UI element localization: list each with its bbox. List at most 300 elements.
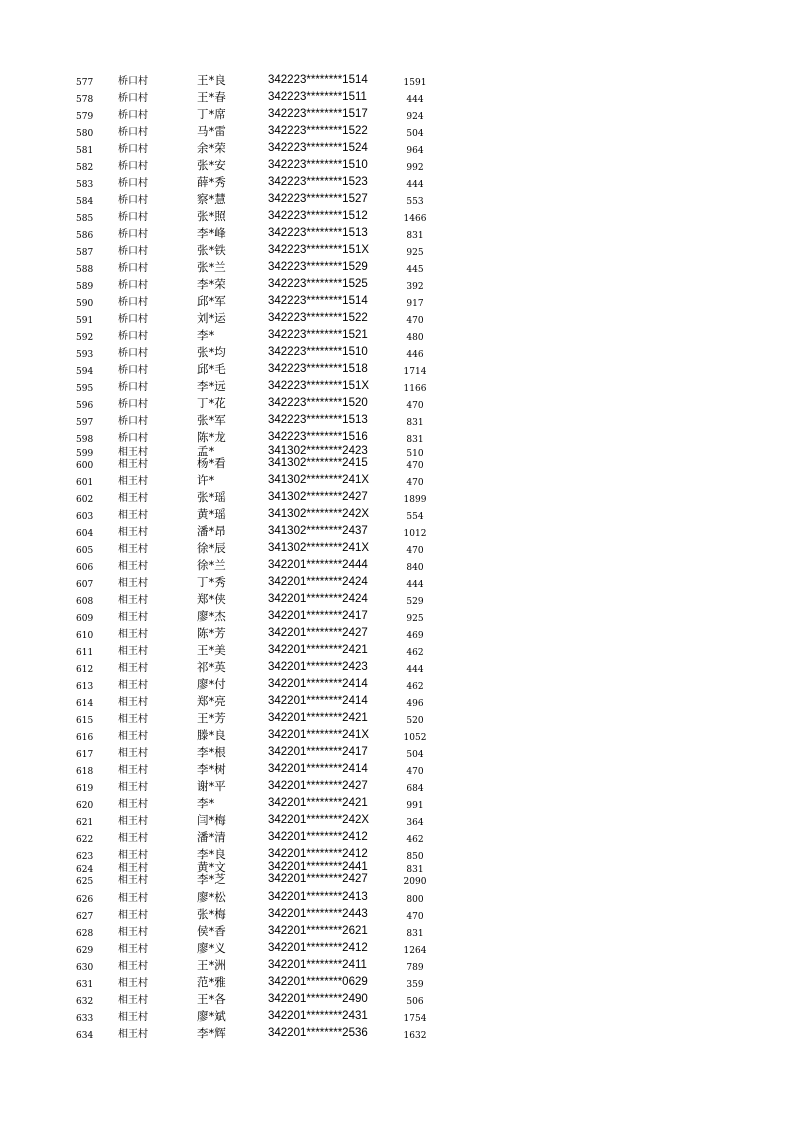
person-name: 廖*斌: [197, 1009, 226, 1023]
row-number: 591: [76, 316, 94, 326]
id-number: 342201********2441: [268, 861, 368, 873]
amount-value: 831: [406, 865, 424, 875]
table-row: [0, 576, 793, 592]
village-name: 桥口村: [118, 229, 148, 240]
village-name: 桥口村: [118, 246, 148, 257]
row-number: 602: [76, 495, 94, 505]
person-name: 谢*平: [197, 779, 226, 793]
row-number: 588: [76, 265, 94, 275]
village-name: 相王村: [118, 714, 148, 725]
person-name: 察*慧: [197, 192, 226, 206]
id-number: 342201********2423: [268, 661, 368, 673]
row-number: 586: [76, 231, 94, 241]
amount-value: 1466: [403, 214, 427, 224]
person-name: 李*根: [197, 745, 226, 759]
row-number: 592: [76, 333, 94, 343]
table-row: [0, 891, 793, 907]
table-row: [0, 227, 793, 243]
id-number: 342223********1512: [268, 210, 368, 222]
village-name: 桥口村: [118, 416, 148, 427]
table-row: [0, 346, 793, 362]
table-row: [0, 746, 793, 762]
id-number: 342201********2427: [268, 780, 368, 792]
amount-value: 850: [406, 852, 424, 862]
amount-value: 510: [406, 449, 424, 459]
id-number: 342223********1529: [268, 261, 368, 273]
person-name: 李*荣: [197, 277, 226, 291]
id-number: 342201********2424: [268, 593, 368, 605]
village-name: 桥口村: [118, 144, 148, 155]
row-number: 621: [76, 818, 94, 828]
village-name: 相王村: [118, 850, 148, 861]
amount-value: 2090: [403, 877, 427, 887]
row-number: 611: [76, 648, 94, 658]
table-row: [0, 159, 793, 175]
row-number: 593: [76, 350, 94, 360]
id-number: 342201********2414: [268, 763, 368, 775]
id-number: 341302********2415: [268, 457, 368, 469]
row-number: 584: [76, 197, 94, 207]
table-row: [0, 712, 793, 728]
row-number: 606: [76, 563, 94, 573]
id-number: 342201********2443: [268, 908, 368, 920]
amount-value: 1899: [403, 495, 427, 505]
id-number: 342201********2413: [268, 891, 368, 903]
person-name: 李*远: [197, 379, 226, 393]
table-row: [0, 797, 793, 813]
id-number: 341302********2437: [268, 525, 368, 537]
table-row: [0, 814, 793, 830]
village-name: 桥口村: [118, 382, 148, 393]
table-row: [0, 627, 793, 643]
village-name: 相王村: [118, 447, 148, 458]
table-row: [0, 976, 793, 992]
table-row: [0, 942, 793, 958]
amount-value: 1714: [403, 367, 427, 377]
amount-value: 504: [406, 750, 424, 760]
person-name: 李*芝: [197, 872, 226, 886]
table-row: [0, 993, 793, 1009]
table-row: [0, 1010, 793, 1026]
id-number: 342201********2536: [268, 1027, 368, 1039]
amount-value: 991: [406, 801, 424, 811]
person-name: 刘*运: [197, 311, 226, 325]
row-number: 631: [76, 980, 94, 990]
amount-value: 462: [406, 835, 424, 845]
amount-value: 529: [406, 597, 424, 607]
amount-value: 444: [406, 95, 424, 105]
person-name: 陈*龙: [197, 430, 226, 444]
table-row: [0, 491, 793, 507]
id-number: 342201********2414: [268, 695, 368, 707]
table-row: [0, 695, 793, 711]
village-name: 相王村: [118, 782, 148, 793]
person-name: 廖*义: [197, 941, 226, 955]
amount-value: 470: [406, 546, 424, 556]
village-name: 相王村: [118, 527, 148, 538]
id-number: 342223********151X: [268, 244, 370, 256]
row-number: 634: [76, 1031, 94, 1041]
table-row: [0, 414, 793, 430]
amount-value: 444: [406, 180, 424, 190]
person-name: 范*雅: [197, 975, 226, 989]
person-name: 廖*付: [197, 677, 226, 691]
id-number: 342223********1510: [268, 346, 368, 358]
table-row: [0, 457, 793, 473]
person-name: 祁*英: [197, 660, 226, 674]
village-name: 相王村: [118, 578, 148, 589]
table-row: [0, 780, 793, 796]
village-name: 桥口村: [118, 212, 148, 223]
id-number: 342223********151X: [268, 380, 370, 392]
table-row: [0, 176, 793, 192]
table-row: [0, 593, 793, 609]
row-number: 580: [76, 129, 94, 139]
id-number: 342201********2412: [268, 848, 368, 860]
amount-value: 1632: [403, 1031, 427, 1041]
village-name: 相王村: [118, 646, 148, 657]
table-row: [0, 278, 793, 294]
row-number: 626: [76, 895, 94, 905]
row-number: 618: [76, 767, 94, 777]
id-number: 342223********1513: [268, 414, 368, 426]
amount-value: 444: [406, 665, 424, 675]
person-name: 李*辉: [197, 1026, 226, 1040]
table-row: [0, 244, 793, 260]
village-name: 相王村: [118, 765, 148, 776]
table-row: [0, 397, 793, 413]
person-name: 马*雷: [197, 124, 226, 138]
village-name: 相王村: [118, 680, 148, 691]
village-name: 相王村: [118, 493, 148, 504]
table-row: [0, 559, 793, 575]
amount-value: 364: [406, 818, 424, 828]
person-name: 许*: [197, 473, 215, 487]
row-number: 603: [76, 512, 94, 522]
id-number: 342201********2421: [268, 797, 368, 809]
amount-value: 840: [406, 563, 424, 573]
village-name: 桥口村: [118, 365, 148, 376]
village-name: 相王村: [118, 978, 148, 989]
row-number: 595: [76, 384, 94, 394]
person-name: 李*峰: [197, 226, 226, 240]
id-number: 342223********1514: [268, 295, 368, 307]
amount-value: 1012: [403, 529, 427, 539]
village-name: 桥口村: [118, 314, 148, 325]
id-number: 342201********2412: [268, 831, 368, 843]
id-number: 342201********2424: [268, 576, 368, 588]
village-name: 相王村: [118, 1012, 148, 1023]
amount-value: 554: [406, 512, 424, 522]
village-name: 相王村: [118, 927, 148, 938]
village-name: 相王村: [118, 731, 148, 742]
row-number: 578: [76, 95, 94, 105]
person-name: 闫*梅: [197, 813, 226, 827]
amount-value: 1264: [403, 946, 427, 956]
table-row: [0, 329, 793, 345]
amount-value: 831: [406, 435, 424, 445]
amount-value: 444: [406, 580, 424, 590]
table-row: [0, 525, 793, 541]
amount-value: 480: [406, 333, 424, 343]
amount-value: 1754: [403, 1014, 427, 1024]
village-name: 桥口村: [118, 348, 148, 359]
table-row: [0, 363, 793, 379]
person-name: 王*各: [197, 992, 226, 1006]
person-name: 李*: [197, 796, 215, 810]
row-number: 585: [76, 214, 94, 224]
amount-value: 917: [406, 299, 424, 309]
person-name: 侯*香: [197, 924, 226, 938]
amount-value: 831: [406, 418, 424, 428]
id-number: 342223********1520: [268, 397, 368, 409]
village-name: 桥口村: [118, 331, 148, 342]
id-number: 342223********1522: [268, 312, 368, 324]
village-name: 桥口村: [118, 161, 148, 172]
person-name: 王*洲: [197, 958, 226, 972]
id-number: 342201********2421: [268, 644, 368, 656]
village-name: 相王村: [118, 697, 148, 708]
table-row: [0, 959, 793, 975]
amount-value: 445: [406, 265, 424, 275]
table-row: [0, 644, 793, 660]
village-name: 桥口村: [118, 263, 148, 274]
row-number: 590: [76, 299, 94, 309]
person-name: 张*兰: [197, 260, 226, 274]
row-number: 612: [76, 665, 94, 675]
row-number: 598: [76, 435, 94, 445]
person-name: 潘*昂: [197, 524, 226, 538]
amount-value: 831: [406, 929, 424, 939]
village-name: 相王村: [118, 893, 148, 904]
row-number: 600: [76, 461, 94, 471]
amount-value: 1166: [403, 384, 427, 394]
row-number: 599: [76, 449, 94, 459]
table-row: [0, 678, 793, 694]
row-number: 608: [76, 597, 94, 607]
village-name: 相王村: [118, 510, 148, 521]
village-name: 桥口村: [118, 76, 148, 87]
row-number: 583: [76, 180, 94, 190]
village-name: 相王村: [118, 459, 148, 470]
amount-value: 924: [406, 112, 424, 122]
village-name: 相王村: [118, 612, 148, 623]
row-number: 582: [76, 163, 94, 173]
table-row: [0, 1027, 793, 1043]
person-name: 丁*席: [197, 107, 226, 121]
table-row: [0, 661, 793, 677]
amount-value: 925: [406, 248, 424, 258]
amount-value: 925: [406, 614, 424, 624]
amount-value: 1052: [403, 733, 427, 743]
person-name: 王*春: [197, 90, 226, 104]
id-number: 342223********1514: [268, 74, 368, 86]
id-number: 342223********1527: [268, 193, 368, 205]
table-row: [0, 474, 793, 490]
id-number: 342223********1518: [268, 363, 368, 375]
table-row: [0, 125, 793, 141]
id-number: 342201********2444: [268, 559, 368, 571]
village-name: 相王村: [118, 561, 148, 572]
row-number: 617: [76, 750, 94, 760]
amount-value: 470: [406, 767, 424, 777]
row-number: 589: [76, 282, 94, 292]
person-name: 黄*文: [197, 860, 226, 874]
person-name: 丁*秀: [197, 575, 226, 589]
row-number: 616: [76, 733, 94, 743]
person-name: 余*荣: [197, 141, 226, 155]
village-name: 桥口村: [118, 178, 148, 189]
id-number: 342223********1524: [268, 142, 368, 154]
table-row: [0, 763, 793, 779]
id-number: 342201********2490: [268, 993, 368, 1005]
amount-value: 992: [406, 163, 424, 173]
amount-value: 470: [406, 461, 424, 471]
id-number: 342201********2411: [268, 959, 367, 971]
person-name: 李*树: [197, 762, 226, 776]
table-row: [0, 142, 793, 158]
person-name: 黄*瑶: [197, 507, 226, 521]
village-name: 桥口村: [118, 280, 148, 291]
row-number: 633: [76, 1014, 94, 1024]
row-number: 614: [76, 699, 94, 709]
village-name: 桥口村: [118, 399, 148, 410]
row-number: 581: [76, 146, 94, 156]
row-number: 628: [76, 929, 94, 939]
row-number: 632: [76, 997, 94, 1007]
table-row: [0, 193, 793, 209]
table-row: [0, 925, 793, 941]
village-name: 相王村: [118, 663, 148, 674]
id-number: 342223********1525: [268, 278, 368, 290]
amount-value: 462: [406, 682, 424, 692]
amount-value: 446: [406, 350, 424, 360]
person-name: 廖*杰: [197, 609, 226, 623]
amount-value: 800: [406, 895, 424, 905]
id-number: 342201********241X: [268, 729, 370, 741]
id-number: 342201********242X: [268, 814, 370, 826]
row-number: 607: [76, 580, 94, 590]
amount-value: 470: [406, 912, 424, 922]
table-row: [0, 91, 793, 107]
table-row: [0, 873, 793, 889]
row-number: 622: [76, 835, 94, 845]
id-number: 342223********1522: [268, 125, 368, 137]
amount-value: 1591: [403, 78, 427, 88]
id-number: 342223********1521: [268, 329, 368, 341]
amount-value: 496: [406, 699, 424, 709]
person-name: 王*良: [197, 73, 226, 87]
person-name: 廖*松: [197, 890, 226, 904]
person-name: 郑*侠: [197, 592, 226, 606]
row-number: 596: [76, 401, 94, 411]
village-name: 相王村: [118, 961, 148, 972]
row-number: 620: [76, 801, 94, 811]
person-name: 郑*亮: [197, 694, 226, 708]
village-name: 桥口村: [118, 93, 148, 104]
id-number: 342201********2427: [268, 873, 368, 885]
id-number: 342223********1523: [268, 176, 368, 188]
table-row: [0, 261, 793, 277]
id-number: 342201********2431: [268, 1010, 368, 1022]
row-number: 587: [76, 248, 94, 258]
id-number: 341302********241X: [268, 542, 370, 554]
id-number: 341302********2427: [268, 491, 368, 503]
person-name: 薛*秀: [197, 175, 226, 189]
row-number: 610: [76, 631, 94, 641]
person-name: 张*军: [197, 413, 226, 427]
amount-value: 964: [406, 146, 424, 156]
village-name: 相王村: [118, 863, 148, 874]
id-number: 342223********1510: [268, 159, 368, 171]
id-number: 341302********2423: [268, 445, 368, 457]
person-name: 杨*看: [197, 456, 226, 470]
amount-value: 359: [406, 980, 424, 990]
row-number: 619: [76, 784, 94, 794]
table-row: [0, 108, 793, 124]
amount-value: 470: [406, 401, 424, 411]
row-number: 629: [76, 946, 94, 956]
village-name: 相王村: [118, 799, 148, 810]
person-name: 张*铁: [197, 243, 226, 257]
row-number: 615: [76, 716, 94, 726]
row-number: 579: [76, 112, 94, 122]
person-name: 王*芳: [197, 711, 226, 725]
row-number: 604: [76, 529, 94, 539]
person-name: 邱*毛: [197, 362, 226, 376]
amount-value: 470: [406, 478, 424, 488]
village-name: 相王村: [118, 944, 148, 955]
row-number: 623: [76, 852, 94, 862]
id-number: 342201********2414: [268, 678, 368, 690]
person-name: 徐*辰: [197, 541, 226, 555]
id-number: 341302********242X: [268, 508, 370, 520]
row-number: 605: [76, 546, 94, 556]
person-name: 张*安: [197, 158, 226, 172]
row-number: 597: [76, 418, 94, 428]
row-number: 594: [76, 367, 94, 377]
table-row: [0, 729, 793, 745]
id-number: 342201********2421: [268, 712, 368, 724]
row-number: 627: [76, 912, 94, 922]
table-row: [0, 74, 793, 90]
row-number: 577: [76, 78, 94, 88]
table-row: [0, 542, 793, 558]
person-name: 李*: [197, 328, 215, 342]
table-row: [0, 312, 793, 328]
table-row: [0, 380, 793, 396]
id-number: 341302********241X: [268, 474, 370, 486]
table-row: [0, 831, 793, 847]
person-name: 张*照: [197, 209, 226, 223]
amount-value: 831: [406, 231, 424, 241]
table-row: [0, 210, 793, 226]
person-name: 滕*良: [197, 728, 226, 742]
person-name: 徐*兰: [197, 558, 226, 572]
village-name: 桥口村: [118, 110, 148, 121]
village-name: 相王村: [118, 875, 148, 886]
table-row: [0, 610, 793, 626]
amount-value: 462: [406, 648, 424, 658]
amount-value: 504: [406, 129, 424, 139]
village-name: 相王村: [118, 1029, 148, 1040]
person-name: 邱*军: [197, 294, 226, 308]
row-number: 601: [76, 478, 94, 488]
table-row: [0, 508, 793, 524]
village-name: 相王村: [118, 629, 148, 640]
row-number: 624: [76, 865, 94, 875]
village-name: 相王村: [118, 910, 148, 921]
